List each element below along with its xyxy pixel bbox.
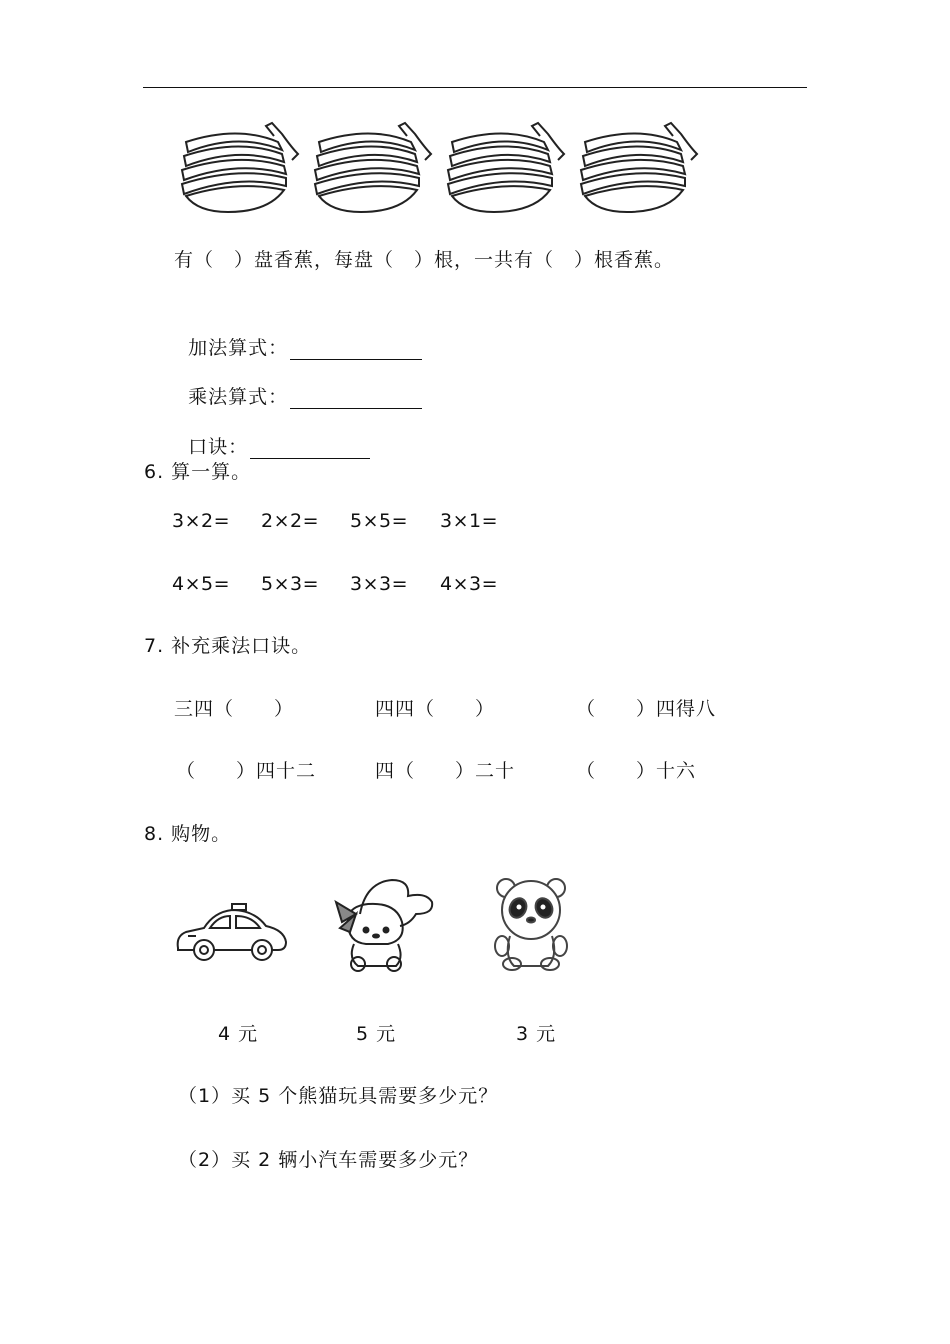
banana-plate-icon	[577, 120, 702, 216]
banana-plate-icon	[178, 120, 303, 216]
bunny-price: 5 元	[356, 1023, 397, 1045]
multiplication-label: 乘法算式：	[188, 386, 289, 408]
q7-item: 四四（ ）	[375, 698, 496, 720]
q7-item: 三四（ ）	[174, 698, 295, 720]
banana-plate-icon	[311, 120, 436, 216]
q6-item: 3×3=	[350, 573, 409, 595]
rhyme-row	[174, 411, 370, 459]
addition-label: 加法算式：	[188, 337, 289, 359]
q6-item: 3×1=	[440, 510, 499, 532]
multiplication-answer-blank[interactable]	[290, 390, 422, 409]
addition-answer-blank[interactable]	[290, 341, 422, 360]
bunny-doll-icon	[330, 878, 436, 972]
q8-question-2: （2）买 2 辆小汽车需要多少元？	[178, 1149, 479, 1171]
panda-toy-icon	[492, 876, 570, 972]
q6-item: 3×2=	[172, 510, 231, 532]
q6-item: 4×5=	[172, 573, 231, 595]
header-rule	[143, 87, 807, 88]
q6-item: 4×3=	[440, 573, 499, 595]
rhyme-answer-blank[interactable]	[250, 440, 370, 459]
q6-title: 6. 算一算。	[144, 461, 252, 483]
q8-title: 8. 购物。	[144, 823, 232, 845]
q8-question-1: （1）买 5 个熊猫玩具需要多少元？	[178, 1085, 499, 1107]
q6-item: 5×3=	[261, 573, 320, 595]
q7-item: （ ）四得八	[576, 698, 717, 720]
toy-car-icon	[174, 902, 290, 964]
q7-item: 四（ ）二十	[375, 760, 516, 782]
banana-question-sentence: 有（ ）盘香蕉，每盘（ ）根，一共有（ ）根香蕉。	[174, 249, 675, 271]
q6-item: 2×2=	[261, 510, 320, 532]
car-price: 4 元	[218, 1023, 259, 1045]
q7-item: （ ）十六	[576, 760, 697, 782]
banana-plate-icon	[444, 120, 569, 216]
addition-row	[174, 312, 422, 360]
multiplication-row	[174, 361, 422, 409]
q7-title: 7. 补充乘法口诀。	[144, 635, 312, 657]
q6-item: 5×5=	[350, 510, 409, 532]
panda-price: 3 元	[516, 1023, 557, 1045]
q7-item: （ ）四十二	[176, 760, 317, 782]
rhyme-label: 口诀：	[188, 436, 249, 458]
